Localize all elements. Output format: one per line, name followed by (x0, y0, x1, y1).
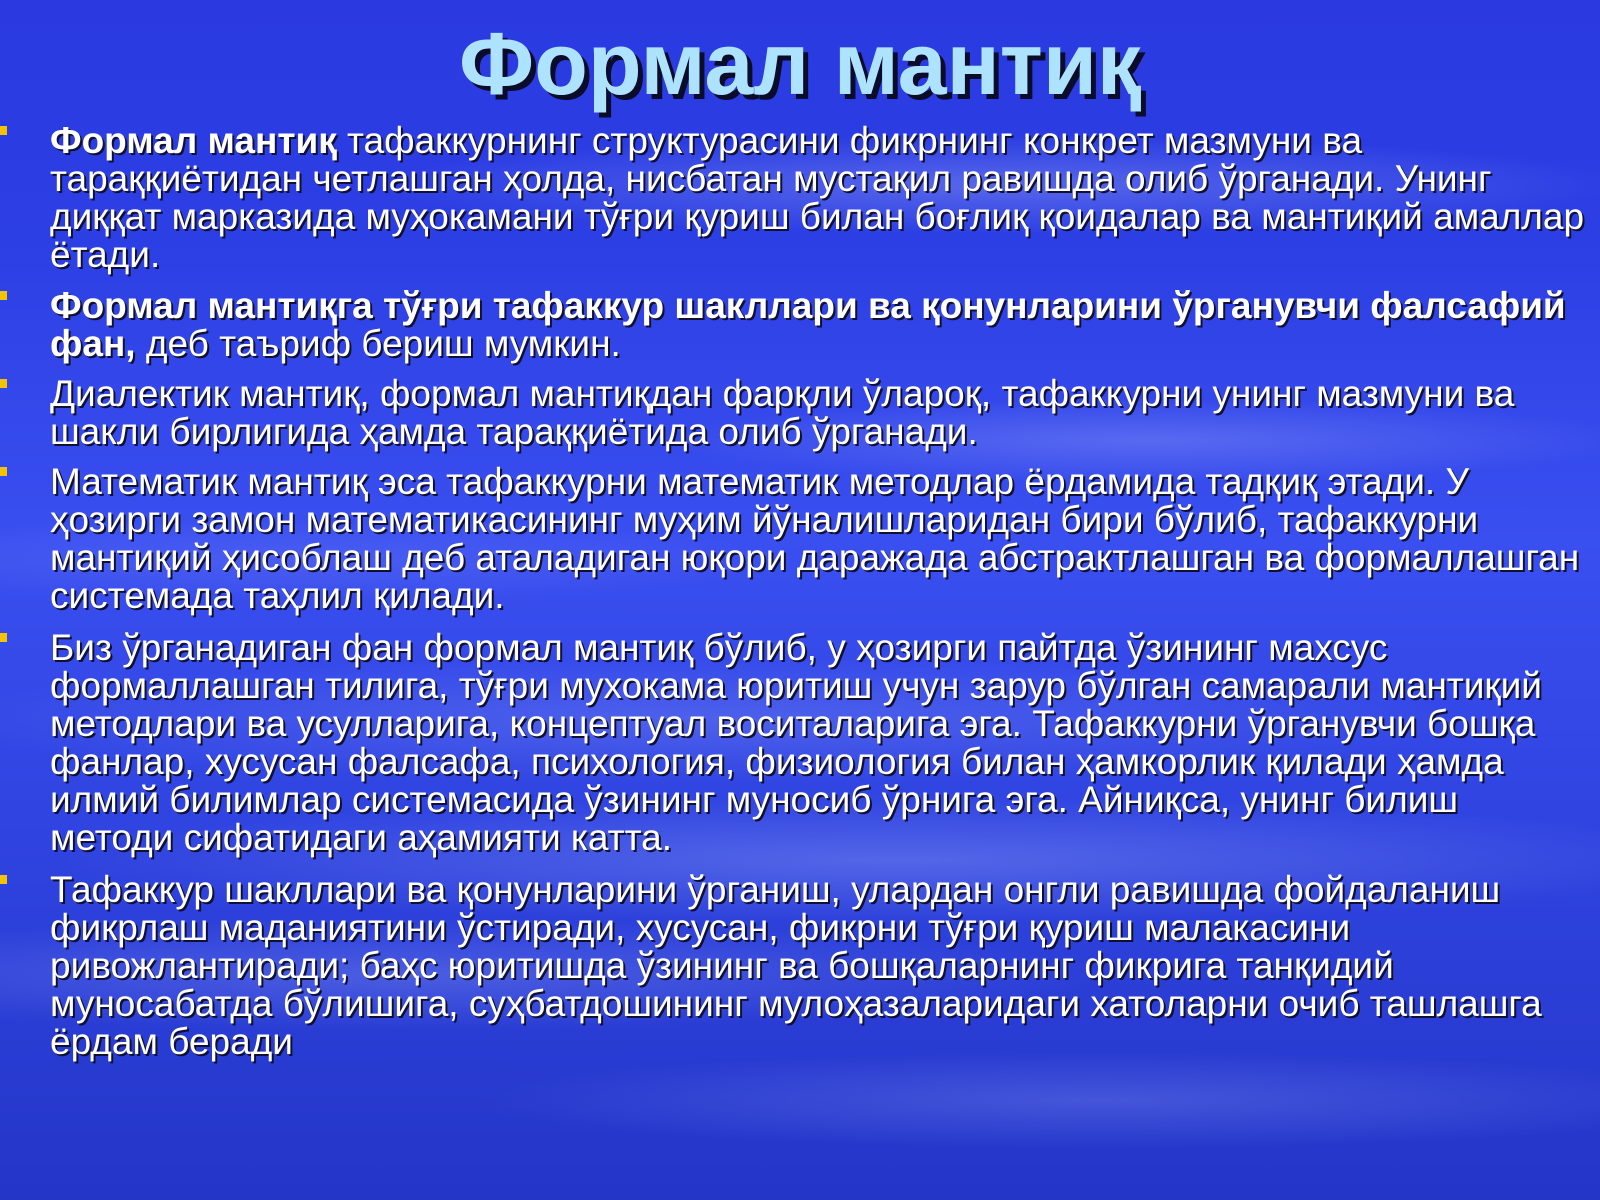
bullet-text: Диалектик мантиқ, формал мантиқдан фарқли ўлароқ, тафаккурни унинг мазмуни ва шакли бирлигида ҳамда тараққиётида олиб ўрганади. (50, 373, 1515, 452)
bullet-marker-icon (0, 633, 7, 642)
bullet-marker-icon (0, 379, 7, 388)
bullet-text: деб таъриф бериш мумкин. (135, 323, 621, 364)
bullet-item (0, 871, 1600, 1061)
bullet-item (0, 375, 1600, 451)
bullet-item (0, 463, 1600, 615)
bullet-list (0, 122, 1600, 1071)
bullet-marker-icon (0, 467, 7, 476)
bullet-bold-text: Формал мантиқ (50, 120, 337, 161)
bullet-text: Математик мантиқ эса тафаккурни математик методлар ёрдамида тадқиқ этади. У ҳозирги замон математикасининг муҳим йўналишларидан бири бўлиб, тафаккурни мантиқий ҳисоблаш деб аталадиган юқори даражада абстрактлашган ва формаллашган системада таҳлил қилади. (50, 461, 1580, 616)
bullet-text: Тафаккур шакллари ва қонунларини ўрганиш, улардан онгли равишда фойдаланиш фикрлаш маданиятини ўстиради, хусусан, фикрни тўғри қуриш малакасини ривожлантиради; баҳс юритишда ўзининг ва бошқаларнинг фикрига танқидий муносабатда бўлишига, суҳбатдошининг мулоҳазаларидаги хатоларни очиб ташлашга ёрдам беради (50, 869, 1542, 1062)
bullet-marker-icon (0, 875, 7, 884)
bullet-text: Биз ўрганадиган фан формал мантиқ бўлиб, у ҳозирги пайтда ўзининг махсус формаллашган тилига, тўғри мухокама юритиш учун зарур бўлган самарали мантиқий методлари ва усулларига, концептуал воситаларига эга. Тафаккурни ўрганувчи бошқа фанлар, хусусан фалсафа, психология, физиология билан ҳамкорлик қилади ҳамда илмий билимлар системасида ўзининг муносиб ўрнига эга. Айниқса, унинг билиш методи сифатидаги аҳамияти катта. (50, 627, 1542, 858)
slide-title: Формал мантиқ (459, 14, 1141, 113)
bullet-marker-icon (0, 291, 7, 300)
bullet-bold-text: Формал мантиқга тўғри тафаккур шакллари ва қонунларини ўрганувчи фалсафий фан, (50, 285, 1566, 364)
bullet-text: тафаккурнинг структурасини фикрнинг конкрет мазмуни ва тараққиётидан четлашган ҳолда, нисбатан мустақил равишда олиб ўрганади. Унинг диққат марказида муҳокамани тўғри қуриш билан боғлиқ қоидалар ва мантиқий амаллар ётади. (50, 120, 1585, 275)
bullet-item (0, 629, 1600, 857)
bullet-item (0, 287, 1600, 363)
bullet-item (0, 122, 1600, 274)
bullet-marker-icon (0, 126, 7, 135)
